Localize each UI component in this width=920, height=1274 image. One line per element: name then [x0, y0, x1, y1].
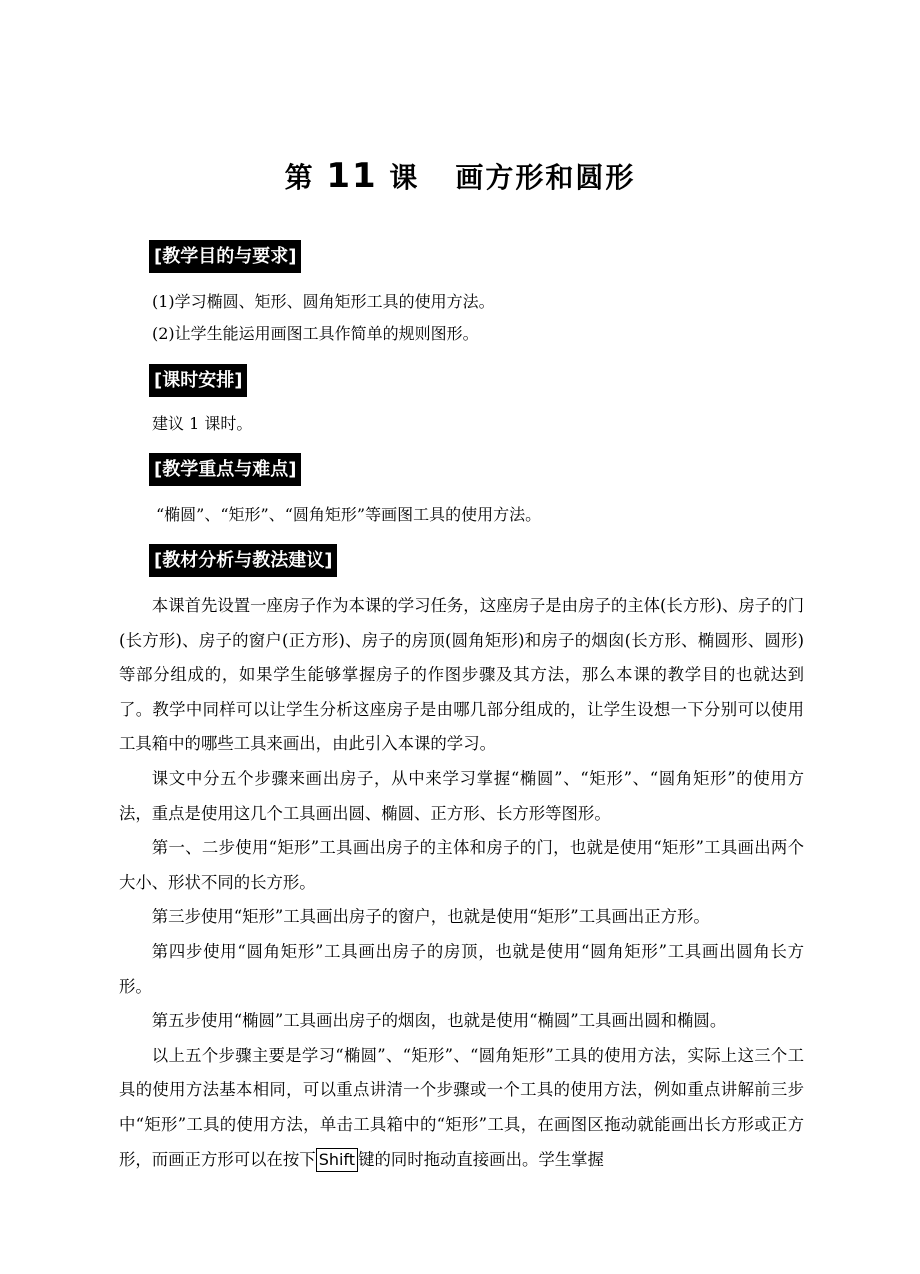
analysis-paragraph-3: 第一、二步使用“矩形”工具画出房子的主体和房子的门，也就是使用“矩形”工具画出两个大小、形状不同的长方形。: [119, 838, 804, 892]
page-title: [0, 156, 920, 196]
analysis-paragraph-7: [119, 1039, 804, 1177]
analysis-paragraph-1: 本课首先设置一座房子作为本课的学习任务，这座房子是由房子的主体(长方形)、房子的门(长方形)、房子的窗户(正方形)、房子的房顶(圆角矩形)和房子的烟囱(长方形、椭圆形、圆形)等部分组成的，如果学生能够掌握房子的作图步骤及其方法，那么本课的教学目的也就达到了。教学中同样可以让学生分析这座房子是由哪几部分组成的，让学生设想一下分别可以使用工具箱中的哪些工具来画出，由此引入本课的学习。: [119, 596, 804, 754]
section-heading-schedule: [课时安排]: [149, 364, 247, 397]
title-lesson-suffix: 课: [389, 161, 420, 194]
section-heading-objectives: [教学目的与要求]: [149, 240, 301, 273]
section-heading-key-points: [教学重点与难点]: [149, 453, 301, 486]
section-heading-analysis: [教材分析与教法建议]: [149, 544, 337, 577]
objective-item-1: (1)学习椭圆、矩形、圆角矩形工具的使用方法。: [152, 292, 495, 311]
analysis-body: [119, 589, 804, 1177]
key-points-text: “椭圆”、“矩形”、“圆角矩形”等画图工具的使用方法。: [156, 505, 542, 524]
analysis-paragraph-6: 第五步使用“椭圆”工具画出房子的烟囱，也就是使用“椭圆”工具画出圆和椭圆。: [151, 1011, 727, 1031]
paragraph-7-before-key: 以上五个步骤主要是学习“椭圆”、“矩形”、“圆角矩形”工具的使用方法，实际上这三个工具的使用方法基本相同，可以重点讲清一个步骤或一个工具的使用方法，例如重点讲解前三步中“矩形”工具的使用方法，单击工具箱中的“矩形”工具，在画图区拖动就能画出长方形或正方形，而画正方形可以在按下: [119, 1045, 804, 1169]
analysis-paragraph-2: 课文中分五个步骤来画出房子，从中来学习掌握“椭圆”、“矩形”、“圆角矩形”的使用方法，重点是使用这几个工具画出圆、椭圆、正方形、长方形等图形。: [119, 768, 804, 823]
title-lesson-number: 11: [326, 156, 378, 196]
schedule-text: 建议 1 课时。: [152, 414, 253, 433]
paragraph-7-after-key: 键的同时拖动直接画出。学生掌握: [358, 1149, 604, 1169]
analysis-paragraph-5: 第四步使用“圆角矩形”工具画出房子的房顶，也就是使用“圆角矩形”工具画出圆角长方形。: [119, 941, 804, 996]
analysis-paragraph-4: 第三步使用“矩形”工具画出房子的窗户，也就是使用“矩形”工具画出正方形。: [151, 907, 710, 927]
objective-item-2: (2)让学生能运用画图工具作简单的规则图形。: [152, 324, 479, 343]
title-lesson-name: 画方形和圆形: [455, 161, 636, 194]
title-lesson: 第: [284, 161, 315, 194]
shift-key-label: Shift: [316, 1148, 358, 1172]
